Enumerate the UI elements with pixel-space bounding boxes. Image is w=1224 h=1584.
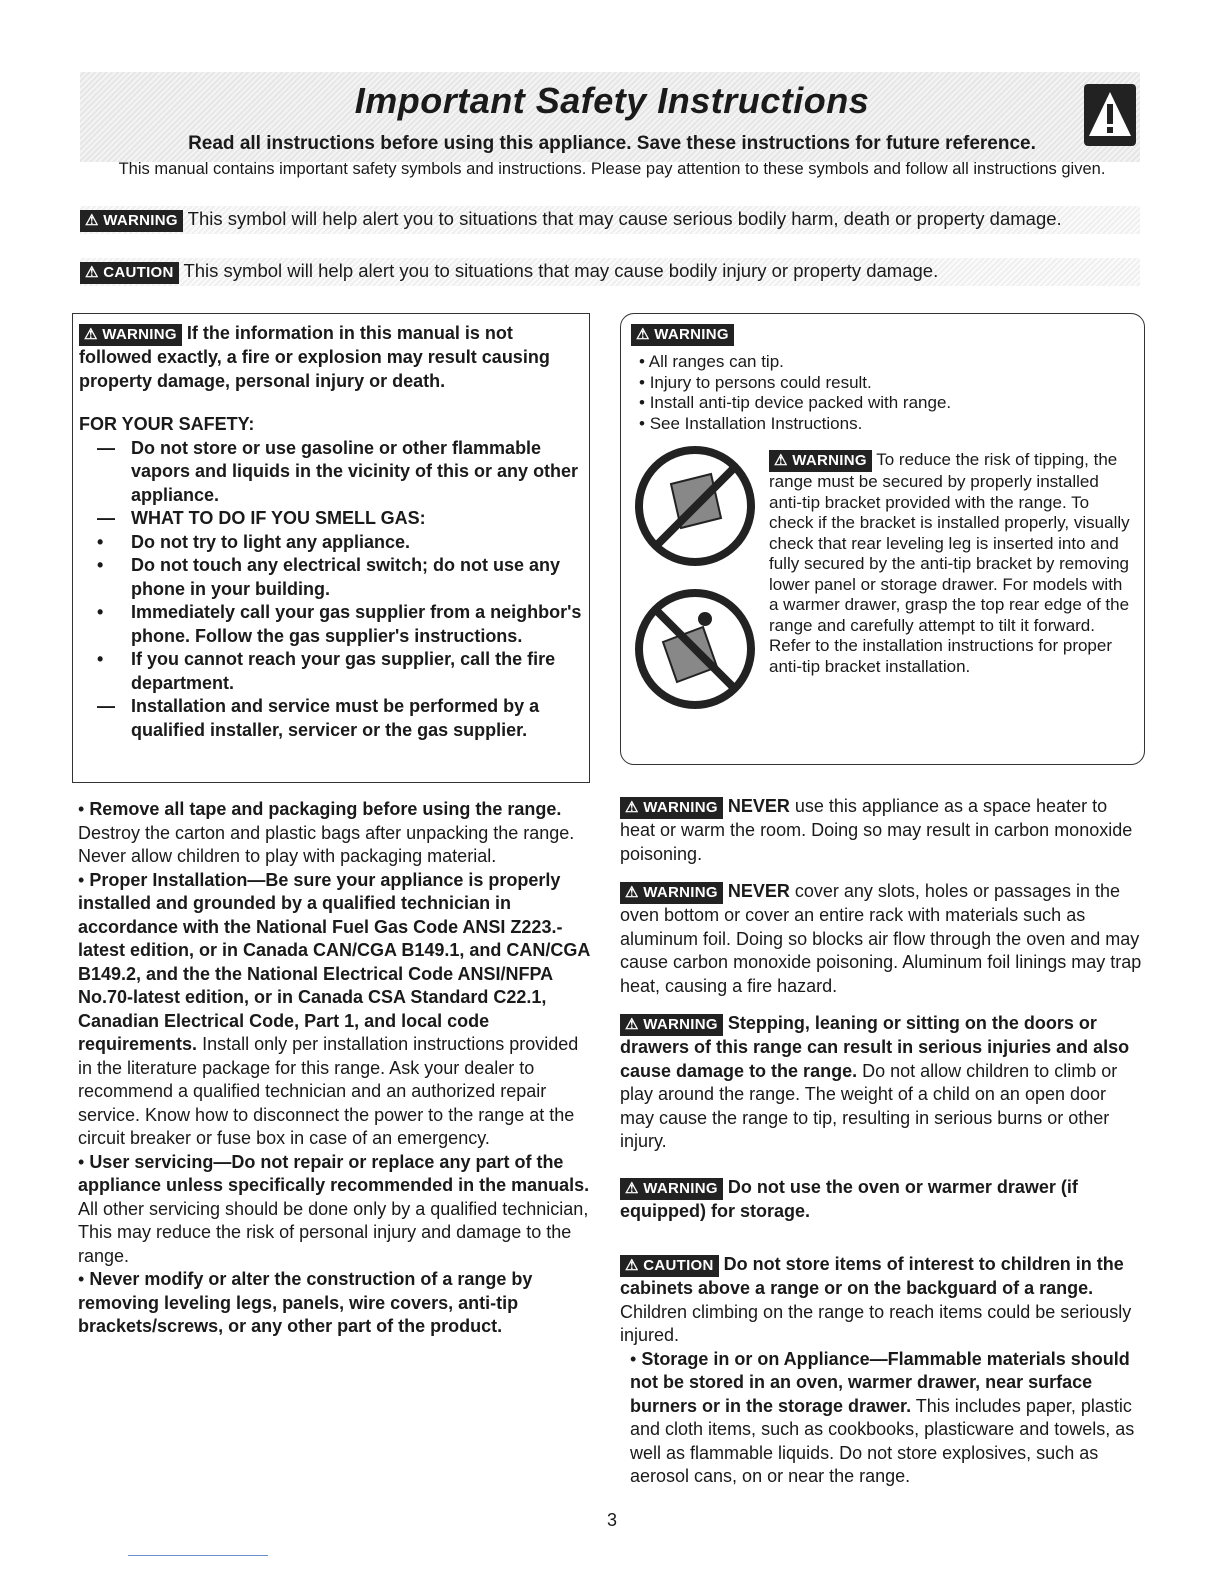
no-climbing-icon [633,587,758,712]
warning-text: Do not allow children to climb or play around the range. The weight of a child on an open door may cause the range to tip, resulting in serious burns or other injury. [620,1060,1118,1151]
safety-item-text: If you cannot reach your gas supplier, call the fire department. [131,649,556,693]
list-item-bold: Storage in or on Appliance—Flammable materials should not be stored in an oven, warmer drawer, near surface burners or in the storage drawer. [630,1348,1130,1416]
safety-item: — Do not store or use gasoline or other flammable vapors and liquids in the vicinity of this or any other appliance. [97,437,579,505]
warning-badge: ⚠ WARNING [620,797,723,819]
safety-item-text: Do not try to light any appliance. [131,531,411,552]
safety-item-text: Do not store or use gasoline or other flammable vapors and liquids in the vicinity of this or any other appliance. [131,437,579,505]
list-item-text: Injury to persons could result. [649,372,872,392]
list-item: • Install anti-tip device packed with range. [639,393,952,412]
list-item-text: This includes paper, plastic and cloth items, such as cookbooks, plasticware and towels, as well as flammable liquids. Do not store explosives, such as aerosol cans, on or near the range. [630,1395,1135,1486]
anti-tip-warning-box [620,313,1145,765]
safety-item: — WHAT TO DO IF YOU SMELL GAS: [97,508,426,528]
list-item: • Remove all tape and packaging before using the range. Destroy the carton and plastic bags after unpacking the range. Never allow children to play with packaging material. [78,799,575,866]
warning-symbol-line [80,208,1062,232]
caution-symbol-text: This symbol will help alert you to situations that may cause bodily injury or property damage. [183,260,939,281]
safety-item: • Do not touch any electrical switch; do not use any phone in your building. [97,555,561,599]
list-item-bold: Proper Installation—Be sure your appliance is properly installed and grounded by a qualified technician in accordance with the National Fuel Gas Code ANSI Z223.- latest edition, or in Canada CAN/CGA B149.1, and CAN/CGA B149.2, and the the National Electrical Code ANSI/NFPA No.70-latest edition, or in Canada CSA Standard C22.1, Canadian Electrical Code, Part 1, and local code requirements. [78,869,590,1054]
safety-item: • Do not try to light any appliance. [97,531,411,552]
gas-warning-lead-text: If the information in this manual is not followed exactly, a fire or explosion may result causing property damage, personal injury or death. [79,323,550,391]
page-subtitle: Read all instructions before using this appliance. Save these instructions for future reference. [188,133,1036,154]
warning-badge: ⚠ WARNING [620,1178,723,1200]
warning-badge: ⚠ WARNING [620,1014,723,1036]
caution-badge: ⚠ CAUTION [620,1255,719,1277]
gas-warning-box [72,313,590,783]
warning-triangle-icon [1084,84,1136,146]
warning-paragraph [620,1012,1142,1154]
warning-paragraph [620,795,1142,866]
list-item: • User servicing—Do not repair or replace any part of the appliance unless specifically recommended in the manuals. All other servicing should be done only by a qualified technician, This may reduce the risk of personal injury and damage to the range. [78,1151,590,1266]
right-column [620,795,1142,1489]
warning-paragraph [620,1176,1142,1224]
warning-badge: ⚠ WARNING [620,882,723,904]
safety-heading: FOR YOUR SAFETY: [79,414,255,434]
warning-paragraph [620,880,1142,998]
left-column [78,798,594,1339]
no-tipping-icon [633,444,758,569]
warning-badge: ⚠ WARNING [769,450,872,472]
anti-tip-text [769,442,1134,677]
caution-symbol-line [80,260,938,284]
anti-tip-bullets [631,352,1134,434]
safety-item-text: Installation and service must be performed by a qualified installer, servicer or the gas supplier. [131,696,540,740]
gas-warning-lead [79,322,583,393]
page-title: Important Safety Instructions [354,80,870,121]
list-item-text: See Installation Instructions. [649,413,863,433]
intro-text: This manual contains important safety symbols and instructions. Please pay attention to these symbols and follow all instructions given. [118,160,1106,178]
caution-paragraph [620,1253,1142,1348]
footer-rule [128,1555,268,1556]
safety-item-text: Immediately call your gas supplier from a neighbor's phone. Follow the gas supplier's instructions. [131,602,582,646]
warning-bold: NEVER [727,796,790,816]
list-item-bold: Remove all tape and packaging before using the range. [89,799,562,819]
warning-bold: Do not use the oven or warmer drawer (if equipped) for storage. [620,1176,1078,1221]
list-item: • All ranges can tip. [639,352,784,371]
caution-bold: Do not store items of interest to children in the cabinets above a range or on the backguard of a range. [620,1254,1124,1298]
warning-text: use this appliance as a space heater to heat or warm the room. Doing so may result in carbon monoxide poisoning. [620,796,1133,864]
warning-bold: Stepping, leaning or sitting on the doors or drawers of this range can result in serious injuries and also cause damage to the range. [620,1013,1130,1081]
list-item-text: Destroy the carton and plastic bags after unpacking the range. Never allow children to play with packaging material. [78,822,575,866]
anti-tip-paragraph: To reduce the risk of tipping, the range must be secured by properly installed anti-tip bracket provided with the range. To check if the bracket is installed properly, visually check that rear leveling leg is inserted into and fully secured by the anti-tip bracket by removing lower panel or storage drawer. For models with a warmer drawer, grasp the top rear edge of the range and carefully attempt to tilt it forward. Refer to the installation instructions for proper anti-tip bracket installation. [769,450,1130,676]
list-item: • Never modify or alter the construction of a range by removing leveling legs, panels, wire covers, anti-tip brackets/screws, or any other part of the product. [78,1269,533,1336]
warning-text: cover any slots, holes or passages in the oven bottom or cover an entire rack with materials such as aluminum foil. Doing so blocks air flow through the oven and may cause carbon monoxide poisoning. Aluminum foil linings may trap heat, causing a fire hazard. [620,881,1142,996]
warning-badge: ⚠ WARNING [631,324,734,346]
safety-item: — Installation and service must be performed by a qualified installer, servicer or the gas supplier. [97,696,540,740]
list-item: • Proper Installation—Be sure your appliance is properly installed and grounded by a qualified technician in accordance with the National Fuel Gas Code ANSI Z223.- latest edition, or in Canada CAN/CGA B149.1, and CAN/CGA B149.2, and the the National Electrical Code ANSI/NFPA No.70-latest edition, or in Canada CSA Standard C22.1, Canadian Electrical Code, Part 1, and local code requirements. Install only per installation instructions provided in the literature package for this range. Ask your dealer to recommend a qualified technician and an authorized repair service. Know how to disconnect the power to the range at the circuit breaker or fuse box in case of an emergency. [78,869,590,1148]
safety-item-text: WHAT TO DO IF YOU SMELL GAS: [131,508,426,528]
list-item: • See Installation Instructions. [639,413,863,433]
caution-text: Children climbing on the range to reach items could be seriously injured. [620,1301,1132,1345]
list-item-text: Install anti-tip device packed with range. [649,393,952,412]
caution-badge: ⚠ CAUTION [80,262,179,284]
list-item-text: All other servicing should be done only by a qualified technician, This may reduce the risk of personal injury and damage to the range. [78,1198,589,1266]
warning-badge: ⚠ WARNING [80,210,183,232]
warning-badge: ⚠ WARNING [79,324,182,346]
safety-item: • Immediately call your gas supplier from a neighbor's phone. Follow the gas supplier's instructions. [97,602,582,646]
safety-item-text: Do not touch any electrical switch; do not use any phone in your building. [131,555,561,599]
list-item: • Storage in or on Appliance—Flammable materials should not be stored in an oven, warmer drawer, near surface burners or in the storage drawer. This includes paper, plastic and cloth items, such as cookbooks, plasticware and towels, as well as flammable liquids. Do not store explosives, such as aerosol cans, on or near the range. [630,1348,1135,1486]
list-item-text: Install only per installation instructions provided in the literature package for this range. Ask your dealer to recommend a qualified technician and an authorized repair service. Know how to disconnect the power to the range at the circuit breaker or fuse box in case of an emergency. [78,1034,579,1148]
safety-item: • If you cannot reach your gas supplier, call the fire department. [97,649,556,693]
warning-bold: NEVER [727,881,790,901]
list-item: • Injury to persons could result. [639,372,872,392]
list-item-bold: User servicing—Do not repair or replace any part of the appliance unless specifically recommended in the manuals. [78,1151,590,1195]
list-item-bold: Never modify or alter the construction of a range by removing leveling legs, panels, wire covers, anti-tip brackets/screws, or any other part of the product. [78,1269,533,1336]
list-item-text: All ranges can tip. [648,352,784,371]
page-number: 3 [606,1510,617,1530]
warning-symbol-text: This symbol will help alert you to situations that may cause serious bodily harm, death or property damage. [187,208,1062,229]
